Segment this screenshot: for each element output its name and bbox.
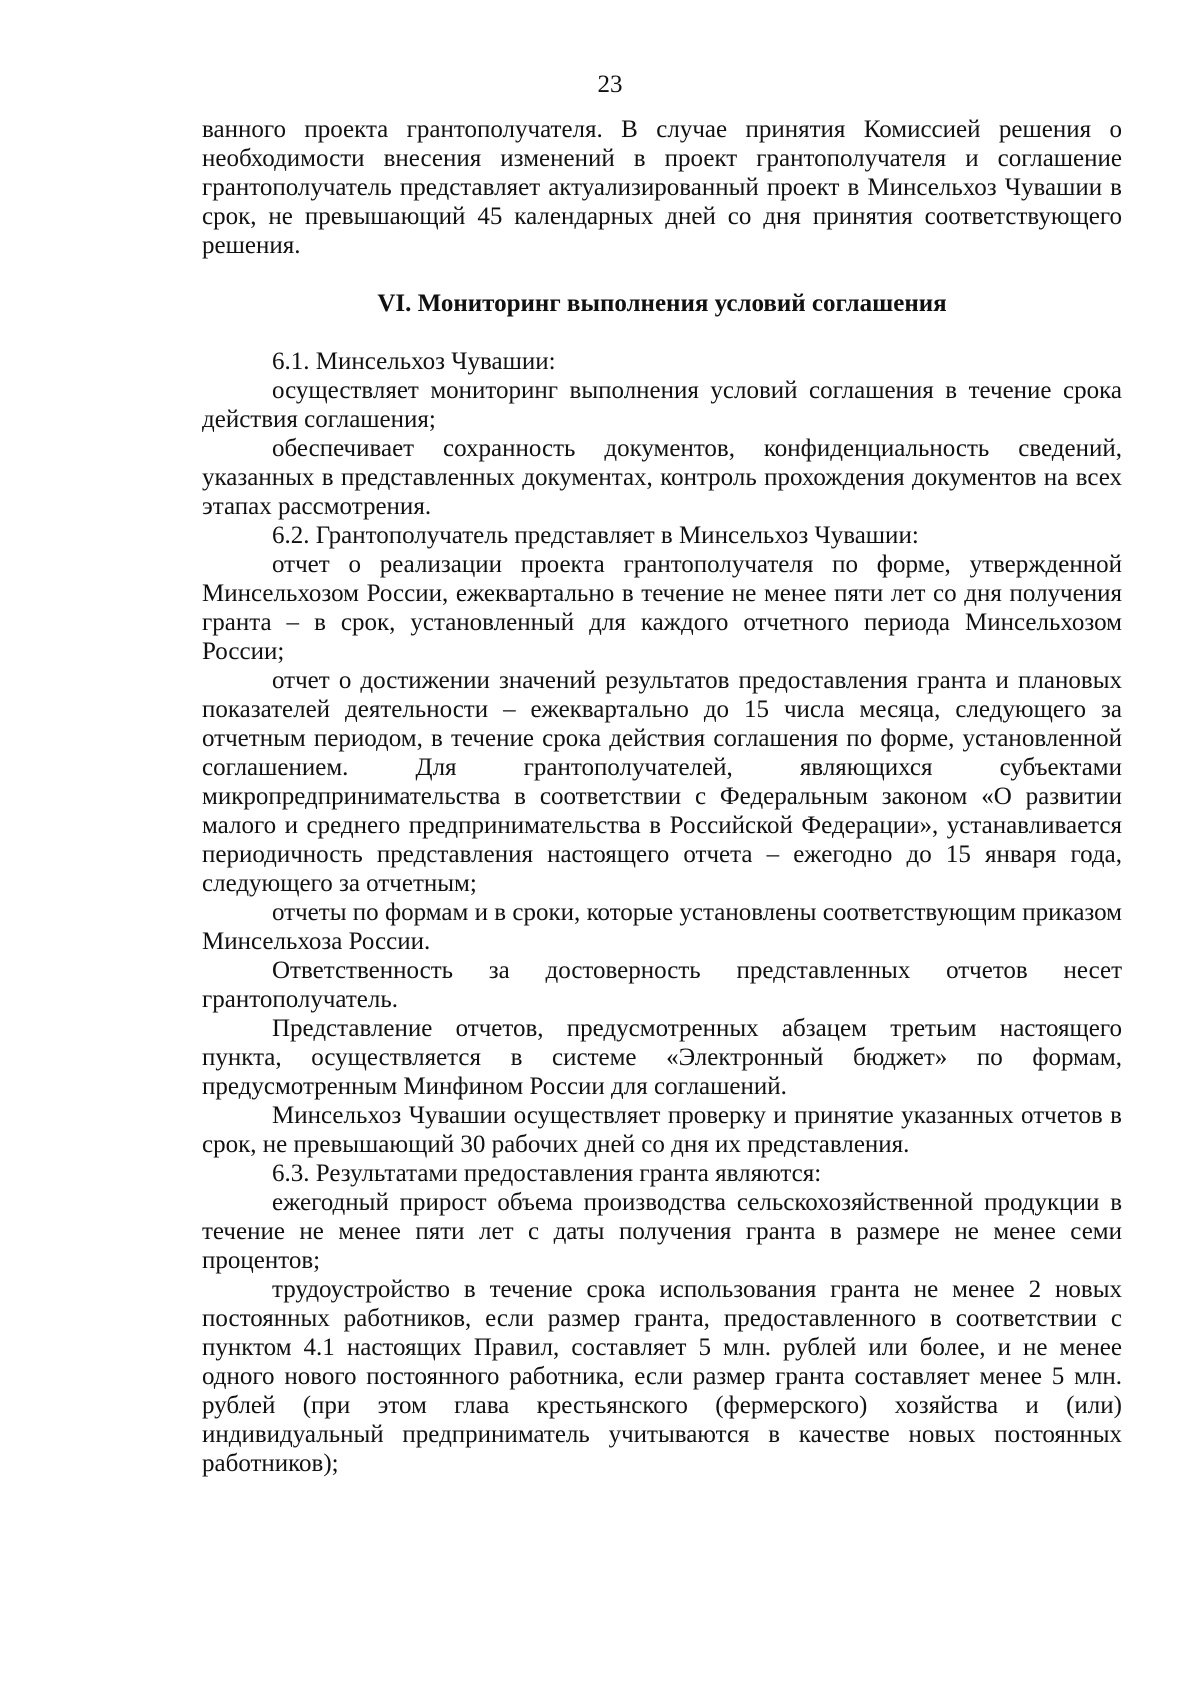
paragraph-6-1: 6.1. Минсельхоз Чувашии: bbox=[272, 348, 556, 375]
paragraph: Представление отчетов, предусмотренных абзацем третьим настоящего пункта, осуществляется в системе «Электронный бюджет» по формам, предусмотренным Минфином России для соглашений. bbox=[202, 1015, 1122, 1100]
paragraph: Минсельхоз Чувашии осуществляет проверку и принятие указанных отчетов в срок, не превышающий 30 рабочих дней со дня их представления. bbox=[202, 1102, 1122, 1158]
paragraph-6-2: 6.2. Грантополучатель представляет в Минсельхоз Чувашии: bbox=[272, 522, 919, 549]
paragraph: обеспечивает сохранность документов, конфиденциальность сведений, указанных в представленных документах, контроль прохождения документов на всех этапах рассмотрения. bbox=[202, 435, 1122, 520]
paragraph: отчеты по формам и в сроки, которые установлены соответствующим приказом Минсельхоза России. bbox=[202, 899, 1122, 955]
document-body bbox=[202, 115, 1122, 1478]
continuation-paragraph: ванного проекта грантополучателя. В случае принятия Комиссией решения о необходимости внесения изменений в проект грантополучателя и соглашение грантополучатель представляет актуализированный проект в Минсельхоз Чувашии в срок, не превышающий 45 календарных дней со дня принятия соответствующего решения. bbox=[202, 116, 1122, 259]
paragraph: ежегодный прирост объема производства сельскохозяйственной продукции в течение не менее пяти лет с даты получения гранта в размере не менее семи процентов; bbox=[202, 1189, 1122, 1274]
paragraph: трудоустройство в течение срока использования гранта не менее 2 новых постоянных работников, если размер гранта, предоставленного в соответствии с пунктом 4.1 настоящих Правил, составляет 5 млн. рублей или более, и не менее одного нового постоянного работника, если размер гранта составляет менее 5 млн. рублей (при этом глава крестьянского (фермерского) хозяйства и (или) индивидуальный предприниматель учитываются в качестве новых постоянных работников); bbox=[202, 1276, 1122, 1477]
paragraph: отчет о достижении значений результатов предоставления гранта и плановых показателей деятельности – ежеквартально до 15 числа месяца, следующего за отчетным периодом, в течение срока действия соглашения по форме, установленной соглашением. Для грантополучателей, являющихся субъектами микропредпринимательства в соответствии с Федеральным законом «О развитии малого и среднего предпринимательства в Российской Федерации», устанавливается периодичность представления настоящего отчета – ежегодно до 15 января года, следующего за отчетным; bbox=[202, 667, 1122, 897]
paragraph: отчет о реализации проекта грантополучателя по форме, утвержденной Минсельхозом России, ежеквартально в течение не менее пяти лет со дня получения гранта – в срок, установленный для каждого отчетного периода Минсельхозом России; bbox=[202, 551, 1122, 665]
section-heading: VI. Мониторинг выполнения условий соглашения bbox=[377, 290, 947, 317]
paragraph: осуществляет мониторинг выполнения условий соглашения в течение срока действия соглашения; bbox=[202, 377, 1122, 433]
page-number: 23 bbox=[597, 71, 623, 98]
paragraph: Ответственность за достоверность представленных отчетов несет грантополучатель. bbox=[202, 957, 1122, 1013]
paragraph-6-3: 6.3. Результатами предоставления гранта являются: bbox=[272, 1160, 822, 1187]
